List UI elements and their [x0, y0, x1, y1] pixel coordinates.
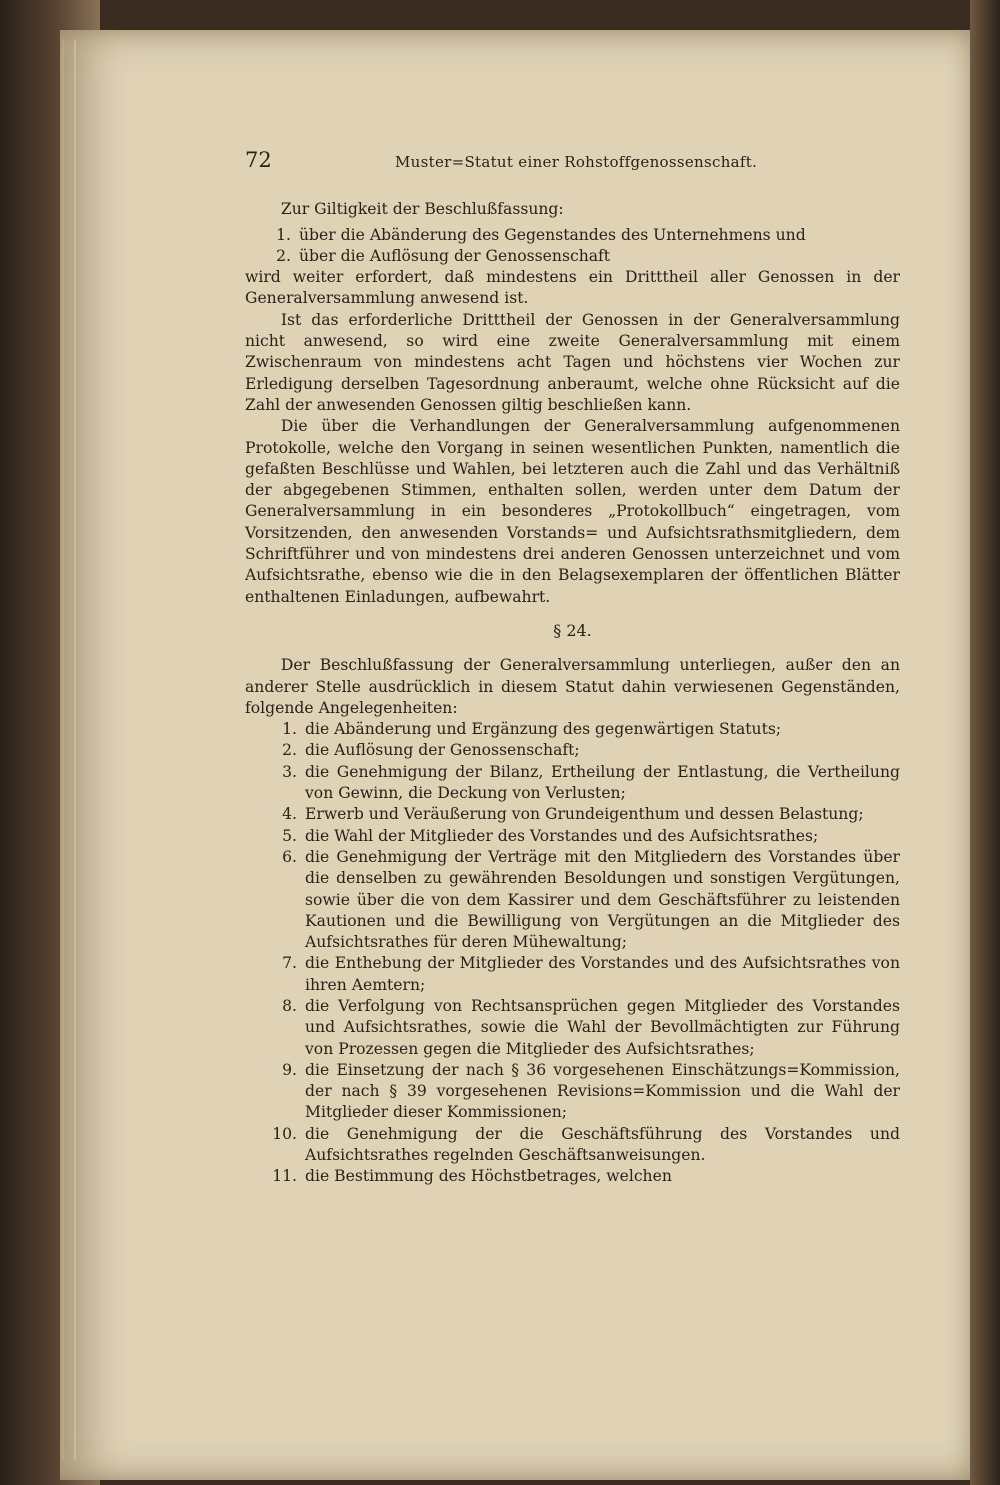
intro-line: Zur Giltigkeit der Beschlußfassung:	[280, 200, 564, 219]
page-stack-edges	[62, 40, 76, 1460]
page-number: 72	[245, 148, 272, 172]
section-intro: Der Beschlußfassung der Generalversammlung unterliegen, außer den an anderer Stelle ausdrücklich in diesem Statut dahin verwiesenen Gegenständen, folgende Angelegenheiten:	[245, 656, 900, 717]
list-item: 2. über die Auflösung der Genossenschaft	[276, 246, 611, 265]
book-edge-right	[970, 0, 1000, 1485]
list-item: 1. über die Abänderung des Gegenstandes des Unternehmens und	[276, 225, 806, 244]
running-title: Muster=Statut einer Rohstoffgenossenschaft.	[395, 153, 758, 171]
paragraph: wird weiter erfordert, daß mindestens ein Dritttheil aller Genossen in der Generalversammlung anwesend ist.	[245, 268, 900, 308]
list-item: 3. die Genehmigung der Bilanz, Ertheilung der Entlastung, die Vertheilung von Gewinn, die Deckung von Verlusten;	[282, 762, 900, 803]
list-item: 7. die Enthebung der Mitglieder des Vorstandes und des Aufsichtsrathes von ihren Aemtern;	[282, 954, 900, 994]
list-item: 11. die Bestimmung des Höchstbetrages, welchen	[272, 1167, 672, 1186]
paragraph: Die über die Verhandlungen der Generalversammlung aufgenommenen Protokolle, welche den Vorgang in seinen wesentlichen Punkten, namentlich die gefaßten Beschlüsse und Wahlen, bei letzteren auch die Zahl und das Verhältniß der abgegebenen Stimmen, enthalten sollen, werden unter dem Datum der Generalversammlung in ein besonderes „Protokollbuch“ eingetragen, vom Vorsitzenden, den anwesenden Vorstands= und Aufsichtsrathsmitgliedern, dem Schriftführer und von mindestens drei anderen Genossen unterzeichnet und vom Aufsichtsrathe, ebenso wie die in den Belagsexemplaren der öffentlichen Blätter enthaltenen Einladungen, aufbewahrt.	[245, 417, 900, 606]
list-item: 8. die Verfolgung von Rechtsansprüchen gegen Mitglieder des Vorstandes und Aufsichtsrathes, sowie die Wahl der Bevollmächtigten zur Führung von Prozessen gegen die Mitglieder des Aufsichtsrathes;	[282, 996, 900, 1058]
page-header	[245, 150, 900, 173]
list-item: 6. die Genehmigung der Verträge mit den Mitgliedern des Vorstandes über die denselben zu gewährenden Besoldungen und sonstigen Vergütungen, sowie über die von dem Kassirer und dem Geschäftsführer zu leistenden Kautionen und die Bewilligung von Vergütungen an die Mitglieder des Aufsichtsrathes für deren Mühewaltung;	[282, 847, 900, 952]
list-item: 1. die Abänderung und Ergänzung des gegenwärtigen Statuts;	[282, 720, 782, 739]
list-item: 4. Erwerb und Veräußerung von Grundeigenthum und dessen Belastung;	[282, 805, 864, 824]
section-heading: § 24.	[553, 620, 592, 640]
list-item: 2. die Auflösung der Genossenschaft;	[282, 741, 580, 760]
paragraph: Ist das erforderliche Dritttheil der Genossen in der Generalversammlung nicht anwesend, so wird eine zweite Generalversammlung mit einem Zwischenraum von mindestens acht Tagen und höchstens vier Wochen zur Erledigung derselben Tagesordnung anberaumt, welche ohne Rücksicht auf die Zahl der anwesenden Genossen giltig beschließen kann.	[245, 310, 900, 414]
list-item: 5. die Wahl der Mitglieder des Vorstandes und des Aufsichtsrathes;	[282, 826, 819, 845]
page-content	[245, 150, 900, 1188]
list-item: 9. die Einsetzung der nach § 36 vorgesehenen Einschätzungs=Kommission, der nach § 39 vorgesehenen Revisions=Kommission und die Wahl der Mitglieder dieser Kommissionen;	[282, 1060, 900, 1122]
list-item: 10. die Genehmigung der die Geschäftsführung des Vorstandes und Aufsichtsrathes regelnden Geschäftsanweisungen.	[272, 1124, 900, 1165]
